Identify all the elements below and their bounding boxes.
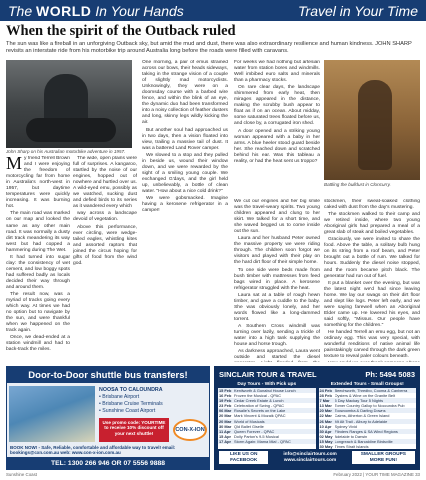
ad-shuttle-promo: Use promo code: YOURTIME to receive 10% discount off your next shuttle! (99, 418, 169, 442)
tour-name: Mark Vincent & Mozaik QPAC (234, 413, 286, 419)
extended-tours-header: Extended Tours - Small Groups! (319, 381, 417, 388)
destination-item: • Brisbane Cruise Terminals (99, 401, 163, 408)
footer-page-info: February 2022 | YOUR TIME MAGAZINE 33 (333, 472, 420, 477)
tour-name: Kenilworth & Gunabul House Lunch (234, 388, 296, 393)
tour-date: 06 Mar (219, 408, 232, 414)
tour-name: Beechworth, Thredbo, Cooma & Canberra (334, 388, 408, 393)
footer-region: Sunshine Coast (6, 472, 37, 477)
tour-date: 15 Apr (219, 433, 231, 439)
tour-date: 15 Feb (219, 388, 232, 393)
destination-item: • Brisbane Airport (99, 394, 163, 401)
tour-date: 17 Apr (219, 438, 231, 444)
article-standfirst: The sun was like a fireball in an unforgiving Outback sky, but amid the mud and dust, there was also extraordinary resilience and human kindness. JOHN SHARP revisits an interstate ride from his motorbike trip around Australia long before the roads were filled with caravans. (6, 41, 412, 55)
tour-date: 02 May (319, 433, 333, 439)
tour-date: 20 Mar (219, 413, 232, 419)
tour-name: Cairns, Atherton & Green Island (334, 413, 390, 419)
tour-date: 30 Mar (219, 423, 232, 429)
ad-shuttle-bus[interactable] (6, 366, 210, 470)
smaller-groups-badge: SMALLER GROUPS MORE FUN! (352, 451, 415, 464)
tour-row (218, 439, 316, 444)
tour-date: 26 Mar (319, 418, 332, 424)
tour-name: World of Musicals (234, 418, 265, 424)
article-column-3: One morning, a pair of emus strained across our bows, their heads sideways, taking in the strange vision of a couple of slightly mad motorcyclists. Unknowingly, they were on a doomsday course with a barbed wire fence, and within the blink of an eye, the dynamic duo had been transformed into a noisy collection of feather dusters and long, skinny legs wildly kicking the air. But another soul had approached us in two days, then a vision floated into view, trailing a massive tail of dust. It was a battered Land Rover camper. We slowed to a stop and they pulled in beside us, wound their window down, and we were rewarded by the sight of a smiling young couple. We exchanged G'days, and the girl held up, unbelievably, a bottle of clean water. "How about a nice cold drink?" We were gobsmacked. Imagine having a kerosene refrigerator in a camper! (142, 60, 228, 214)
tour-name: Sydney Vivid (334, 423, 357, 429)
tour-name: Frozen the Musical - QPAC (234, 393, 282, 399)
tour-name: Longreach & Barcaldine Birdsville (334, 438, 393, 444)
photo-caption-left: John Sharp on his Australian motorbike adventure in 1957. (6, 149, 126, 154)
ad-sinclair-tours[interactable] (214, 366, 420, 470)
tour-name: Cedar Creek Estate & Lunch (234, 398, 284, 404)
tour-name: Flinders Ranges & SA Wind Regions (334, 428, 398, 434)
photo-caption-right: Battling the bulldust in Cloncurry. (324, 182, 391, 187)
day-tours-header: Day Tours - With Pick ups (218, 381, 316, 388)
tour-date: 19 Feb (219, 398, 232, 404)
sinclair-phone[interactable]: Ph: 5494 5083 (365, 369, 415, 379)
destination-item: • Sunshine Coast Airport (99, 408, 163, 415)
tour-date: 7 Mar (319, 398, 330, 404)
article-column-2: The wide, open plains were full of surprises. A kangaroo, startled by the noise of our engines, hopped out of nowhere and hurtled over us. A wild-eyed emu, possibly as we watched, sucking dust and defied birds to its series as it wandered every which way across a landscape devoid of vegetation. Above this performance, ever circling, were wedge-tailed eagles, whistling kites and assorted raptors that joined the circus hoping for gifts of food from the wind god. (73, 156, 137, 266)
ad-shuttle-title: Door-to-Door shuttle bus transfers! (7, 367, 209, 383)
tour-date: 15 May (319, 438, 333, 444)
sinclair-name: SINCLAIR TOUR & TRAVEL (219, 369, 317, 379)
tour-date: 20 Mar (319, 408, 332, 414)
page-footer (6, 472, 420, 477)
tour-date: 20 Mar (219, 418, 232, 424)
tour-name: Storm Again: Mama Mia! - QPAC (234, 438, 291, 444)
tour-name: Mt Alt Trail - Albury to Adelaide (334, 418, 388, 424)
ad-shuttle-route: NOOSA TO CALOUNDRA (99, 387, 163, 393)
tour-name: Times Strait Islands (334, 444, 369, 450)
tour-date: 16 Feb (219, 393, 232, 399)
tour-name: Toowoomba & Darling Downs (334, 408, 386, 414)
tour-name: Tomer Country Gallop to Noccundra Pub (334, 403, 405, 409)
tour-date: 11 Apr (219, 428, 231, 434)
facebook-link[interactable]: LIKE US ON FACEBOOK (219, 451, 268, 464)
tour-name: Celebration of Swing - QPAC (234, 403, 285, 409)
tour-name: Rosalie's Secrets on the Lake (234, 408, 286, 414)
tour-date: 23 Feb (219, 403, 232, 409)
extended-tours-table (319, 381, 417, 449)
masthead-tagline: Travel in Your Time (298, 2, 418, 19)
tour-date: 10 Apr (319, 423, 332, 429)
tour-date: 24 Feb (319, 388, 332, 393)
sinclair-contact[interactable]: info@sinclairtours.com www.sinclairtours.com (283, 452, 337, 463)
tour-name: Qld Ballet Giselle (234, 423, 264, 429)
article-column-6: stockmen, their sweat-soaked clothing caked with dust from the day's mustering. The stockmen walked to their camp and we retired inside, where two young Aboriginal girls had prepared a meal of a great slab of steak and boiled vegetables. Graciously, we were invited to share the food. Above the table, a solitary bulb hung on its string from a roof beam, and Peter brought out a bottle of rum. We talked for hours. Suddenly the diesel noise stopped, and the room became pitch black. The generator had run out of fuel. It put a blanket over the evening, but was the latest night we'd had since leaving home. We lay our swags on their dirt floor and slept like logs. Peter left early, and we were saying farewell when an Aboriginal Elder came up. He lowered his eyes, and said softly, "Missus. Our people have something for the children." He handed Terrell an emu egg, but not an ordinary egg. This was very special, with wonderful renditions of native animal life painstakingly carved through the dark green texture to reveal paler colours beneath. (324, 199, 420, 360)
ad-shuttle-photo (9, 386, 95, 442)
tour-name: Queen Forever - QPAC (234, 428, 275, 434)
article-column-1: M y friend Terrell Brown and I were enjoying the freedom of motorcycling far from home in Australia's north-west in 1957, but daytime temperatures were quickly increasing. It was burning hot. The main road was marked on our map and looked the same as any other main road. It was normally a dusty dirt track meandering its way west but had copped a hammering during The Wet. It had turned into sugar clay: the consistency of wet cement, and low boggy spots had suffered badly as locals decided their way through and around them. The result now, was a myriad of tracks going every which way. At times we had no option but to navigate by the sun, and were thankful when we happened on the track again. Once, we dead-ended at a station windmill and had to back-track the miles. (6, 156, 70, 353)
ad-shuttle-phone[interactable]: TEL: 1300 266 946 OR 07 5556 9888 (7, 457, 209, 469)
conxion-logo: CON-X-ION (173, 419, 207, 441)
tour-row (319, 444, 417, 449)
tour-date: 13 Mar (319, 403, 332, 409)
photo-bulldust (324, 60, 420, 180)
article-column-5: We cut our engines and her big smile was the travel-weary spirits. Two young children appeared and clung to her skirt. We talked for a short time, and she waved begged us to come inside out the sun. Laura and her husband Peter owned the massive property we were riding through. The children soon forgot we visitors and played with their play on the hard dirt floor of their simple home. To one side were beds made from bush timber with mattresses from feed bags wired in place. A kerosene refrigerator struggled with the heat. Laura sat at a table of rough hewn timber, and gave a cuddle to the baby. She was obviously lonely, and her words flowed like a long-dammed torrent. A Southern Cross windmill was turning over lazily, sending a trickle of water into a high tank supplying the house and horse trough. As darkness approached, Laura went outside and started the diesel (234, 199, 320, 361)
tour-date: 30 May (319, 444, 333, 450)
masthead-section-title: The WORLD In Your Hands (8, 2, 184, 19)
article-column-4: For weeks we had nothing but artesian water from station bores and windmills. Well imbibed euro salts and minerals than a pharmacy stocks. On rare clear days, the landscape shimmered from early heat, then mirages appeared in the distance, making the scrubby bush appear to float as if on an ocean. About midday, some saturated trees floated before us, and close by, a corrugated iron shed. A door opened and a striking young woman appeared with a baby in her arms. A blue heeler stood guard beside her. She reached down and scratched behind his ear. Was this tableau a reality, or had the heat sent us troppo? (234, 60, 320, 164)
article-headline: When the spirit of the Outback ruled (6, 23, 236, 39)
ad-shuttle-destinations (99, 394, 163, 415)
tour-name: Adelaide to Darwin (334, 433, 368, 439)
ad-shuttle-booking[interactable]: BOOK NOW! - Safe, Reliable, comfortable and affordable way to travel! email: bookings@cxn.com.au web: www.con-x-ion.com.au (10, 445, 176, 456)
photo-motorbike (6, 60, 132, 148)
tour-date: 30 Apr (319, 428, 332, 434)
drop-cap: M (6, 156, 23, 173)
tour-name: Dolly Parton's 9-5 Musical (234, 433, 279, 439)
tour-name: Oysters & Wine on the Granite Belt (334, 393, 396, 399)
tour-date: 28 Feb (319, 393, 332, 399)
masthead (0, 0, 426, 21)
tour-name: 5 Day Mackay Tour 5 Nights (334, 398, 384, 404)
day-tours-table (218, 381, 316, 449)
tour-date: 22 Mar (319, 413, 332, 419)
